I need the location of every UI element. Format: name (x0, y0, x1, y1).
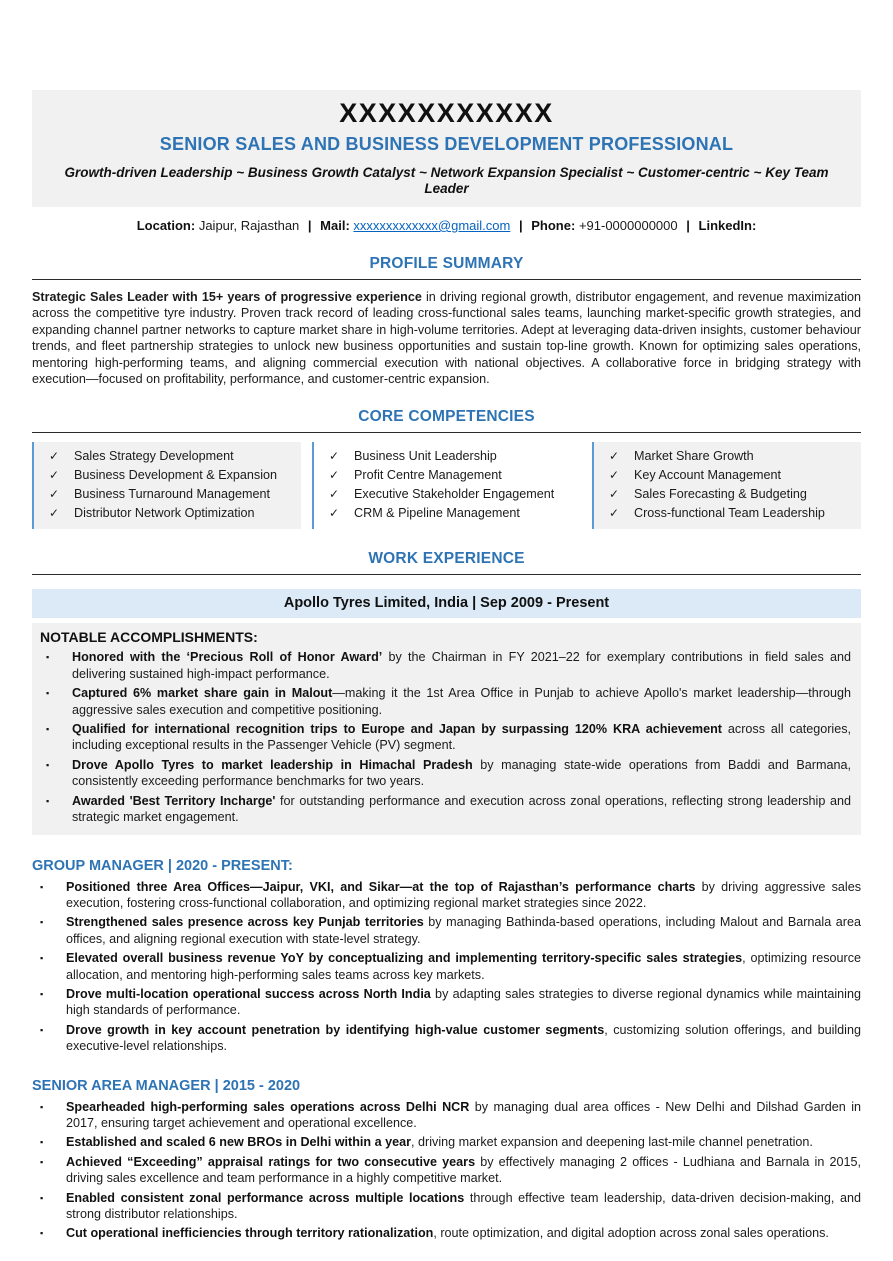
competency-label: Profit Centre Management (354, 468, 502, 483)
competencies-grid (32, 442, 861, 529)
bullet-item (32, 914, 861, 947)
bullet-square-icon: ▪ (40, 1192, 44, 1203)
competency-item (34, 447, 299, 466)
bullet-text: Awarded 'Best Territory Incharge' for outstanding performance and execution across zonal operations, reflecting strong leadership and strategic market engagement. (72, 793, 851, 825)
competency-label: Key Account Management (634, 468, 782, 483)
bullet-square-icon: ▪ (46, 688, 50, 699)
work-experience-heading: WORK EXPERIENCE (32, 550, 861, 575)
competency-label: Executive Stakeholder Engagement (354, 487, 555, 502)
bullet-square-icon: ▪ (40, 1137, 44, 1148)
linkedin-label: LinkedIn: (698, 218, 757, 233)
bullet-square-icon: ▪ (40, 988, 44, 999)
role-title-2: SENIOR AREA MANAGER | 2015 - 2020 (32, 1077, 301, 1094)
check-icon: ✓ (48, 487, 60, 502)
bullet-text: Honored with the ‘Precious Roll of Honor Award’ by the Chairman in FY 2021–22 for exemplary contributions in field sales and delivering sustained high-impact performance. (72, 650, 851, 681)
location-value: Jaipur, Rajasthan (198, 218, 300, 233)
email-link[interactable]: xxxxxxxxxxxxx@gmail.com (353, 218, 511, 233)
bullet-item (32, 1190, 861, 1223)
bullet-square-icon: ▪ (40, 1024, 44, 1035)
check-icon: ✓ (328, 468, 340, 483)
competency-item (34, 485, 299, 504)
bullet-item (32, 986, 861, 1019)
competency-item (34, 466, 299, 485)
notable-accomplishments-box (32, 623, 861, 834)
bullet-square-icon: ▪ (46, 652, 50, 663)
profile-body: in driving regional growth, distributor engagement, and revenue maximization across the competitive tyre industry. Proven track record of leading cross-functional sales teams, launching market-specific growth strategies, and expanding channel partner networks to capture market share in high-volume territories. Adept at leveraging data-driven insights, customer behaviour trends, and fleet partnership strategies to unlock new business opportunities and sustain top-line growth. Known for optimizing sales operations, mentoring high-performing teams, and aligning commercial execution with national objectives. A collaborative force in bridging strategy with execution—focused on profitability, performance, and customer-centric expansion. (32, 290, 861, 387)
check-icon: ✓ (328, 449, 340, 464)
competency-label: Sales Strategy Development (74, 449, 234, 464)
bullet-item (32, 1099, 861, 1132)
competency-item (594, 447, 859, 466)
check-icon: ✓ (608, 487, 620, 502)
competency-item (34, 504, 299, 523)
competency-label: Distributor Network Optimization (74, 506, 255, 521)
role-section (32, 857, 861, 1055)
bullet-square-icon: ▪ (40, 1156, 44, 1167)
role-bullet-list (32, 1099, 861, 1242)
competency-item (314, 447, 579, 466)
check-icon: ✓ (328, 487, 340, 502)
check-icon: ✓ (608, 468, 620, 483)
location-label: Location: (136, 218, 196, 233)
contact-line (32, 218, 861, 234)
role-sections (32, 857, 861, 1242)
bullet-text: Established and scaled 6 new BROs in Delhi within a year, driving market expansion and deepening last-mile channel penetration. (66, 1135, 813, 1150)
bullet-text: Qualified for international recognition trips to Europe and Japan by surpassing 120% KRA achievement across all categories, including exceptional results in the Passenger Vehicle (PV) segment. (72, 722, 851, 753)
notable-accomplishments-heading: NOTABLE ACCOMPLISHMENTS: (40, 629, 258, 646)
profile-summary-heading: PROFILE SUMMARY (32, 255, 861, 280)
separator: | (518, 218, 523, 233)
bullet-item (38, 649, 851, 682)
competency-label: Cross-functional Team Leadership (634, 506, 825, 521)
bullet-text: Elevated overall business revenue YoY by conceptualizing and implementing territory-specific sales strategies, optimizing resource allocation, and mentoring high-performing sales teams across key markets. (66, 951, 861, 982)
bullet-text: Drove Apollo Tyres to market leadership in Himachal Pradesh by managing state-wide operations from Baddi and Barmana, consistently exceeding performance benchmarks for two years. (72, 757, 851, 789)
check-icon: ✓ (608, 506, 620, 521)
bullet-square-icon: ▪ (46, 759, 50, 770)
bullet-item (32, 1022, 861, 1055)
bullet-item (38, 685, 851, 718)
candidate-title: SENIOR SALES AND BUSINESS DEVELOPMENT PROFESSIONAL (159, 134, 734, 154)
bullet-item (32, 1154, 861, 1187)
competency-column-1 (32, 442, 301, 529)
competency-item (594, 485, 859, 504)
role-bullet-list (32, 879, 861, 1055)
bullet-text: Strengthened sales presence across key Punjab territories by managing Bathinda-based operations, including Malout and Barnala area offices, and aligning regional execution with state-level strategy. (66, 915, 861, 946)
candidate-tagline: Growth-driven Leadership ~ Business Growth Catalyst ~ Network Expansion Specialist ~ Customer-centric ~ Key Team Leader (64, 165, 829, 196)
bullet-square-icon: ▪ (40, 1101, 44, 1112)
bullet-item (38, 721, 851, 754)
notable-bullet-list (38, 649, 851, 825)
competency-label: CRM & Pipeline Management (354, 506, 520, 521)
check-icon: ✓ (48, 506, 60, 521)
competency-item (594, 466, 859, 485)
competency-label: Sales Forecasting & Budgeting (634, 487, 807, 502)
separator: | (307, 218, 312, 233)
competency-label: Market Share Growth (634, 449, 754, 464)
separator: | (686, 218, 690, 233)
competency-item (594, 504, 859, 523)
bullet-text: Drove growth in key account penetration by identifying high-value customer segments, customizing solution offerings, and building executive-level relationships. (66, 1022, 861, 1054)
check-icon: ✓ (328, 506, 340, 521)
profile-summary-text (32, 289, 861, 387)
check-icon: ✓ (48, 468, 60, 483)
competency-column-2 (312, 442, 581, 529)
bullet-text: Achieved “Exceeding” appraisal ratings for two consecutive years by effectively managing 2 offices - Ludhiana and Barnala in 2015, driving sales excellence and team performance in a highly competitive market. (66, 1154, 861, 1186)
bullet-square-icon: ▪ (40, 1228, 44, 1239)
company-banner: Apollo Tyres Limited, India | Sep 2009 - Present (32, 589, 861, 618)
phone-label: Phone: (531, 218, 576, 233)
check-icon: ✓ (48, 449, 60, 464)
bullet-square-icon: ▪ (40, 917, 44, 928)
resume-header (32, 90, 861, 207)
bullet-square-icon: ▪ (40, 881, 44, 892)
bullet-item (32, 1134, 861, 1150)
bullet-item (38, 793, 851, 826)
phone-value: +91-0000000000 (578, 218, 678, 233)
bullet-item (38, 757, 851, 790)
bullet-text: Enabled consistent zonal performance across multiple locations through effective team leadership, data-driven decision-making, and strong distributor relationships. (66, 1190, 861, 1221)
competency-item (314, 504, 579, 523)
candidate-name: XXXXXXXXXXX (339, 98, 554, 128)
bullet-square-icon: ▪ (46, 724, 50, 735)
bullet-square-icon: ▪ (46, 795, 50, 806)
competency-column-3 (592, 442, 861, 529)
bullet-text: Captured 6% market share gain in Malout—making it the 1st Area Office in Punjab to achieve Apollo's market leadership—through aggressive sales execution and competitive positioning. (72, 686, 851, 717)
bullet-item (32, 879, 861, 912)
competency-item (314, 466, 579, 485)
bullet-text: Spearheaded high-performing sales operations across Delhi NCR by managing dual area offices - New Delhi and Dilshad Garden in 2017, ensuring target achievement and operational excellence. (66, 1099, 861, 1130)
competency-label: Business Development & Expansion (74, 468, 278, 483)
bullet-text: Cut operational inefficiencies through territory rationalization, route optimization, and digital adoption across zonal sales operations. (66, 1226, 829, 1241)
profile-lead-bold: Strategic Sales Leader with 15+ years of progressive experience (32, 290, 422, 304)
bullet-text: Positioned three Area Offices—Jaipur, VKI, and Sikar—at the top of Rajasthan’s performance charts by driving aggressive sales execution, fostering cross-functional collaboration, and optimizing regional market strategies since 2022. (66, 879, 861, 910)
competency-label: Business Unit Leadership (354, 449, 497, 464)
role-section (32, 1077, 861, 1242)
bullet-item (32, 1225, 861, 1241)
competency-item (314, 485, 579, 504)
bullet-item (32, 950, 861, 983)
role-title-1: GROUP MANAGER | 2020 - PRESENT: (32, 857, 293, 874)
bullet-square-icon: ▪ (40, 953, 44, 964)
competency-label: Business Turnaround Management (74, 487, 271, 502)
core-competencies-heading: CORE COMPETENCIES (32, 408, 861, 433)
mail-label: Mail: (320, 218, 350, 233)
bullet-text: Drove multi-location operational success across North India by adapting sales strategies to diverse regional dynamics while maintaining high standards of performance. (66, 986, 861, 1018)
check-icon: ✓ (608, 449, 620, 464)
